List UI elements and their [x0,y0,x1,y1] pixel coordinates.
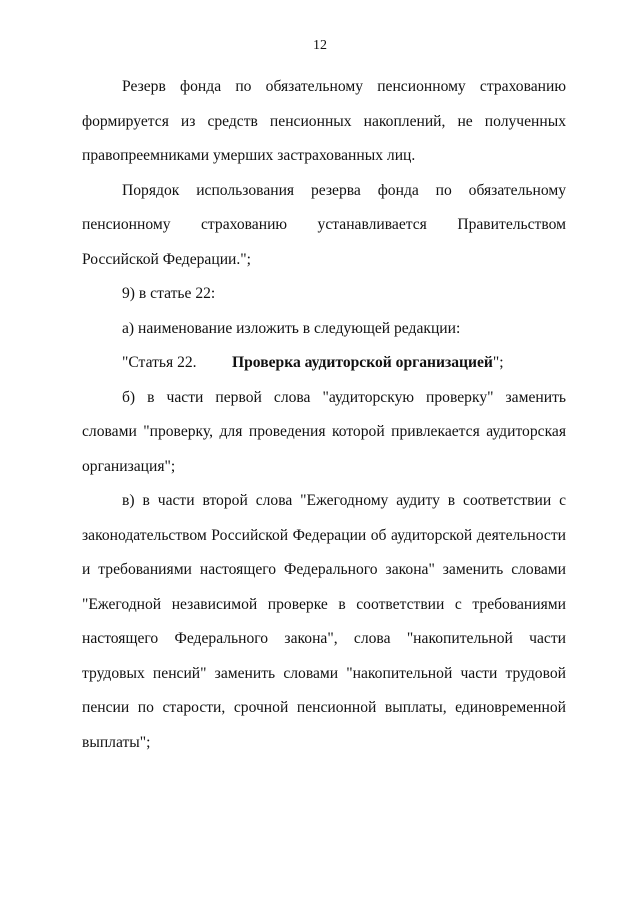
article-label: "Статья 22. [122,354,197,371]
document-body [82,70,566,760]
paragraph-item-a: а) наименование изложить в следующей редакции: [122,319,461,337]
page-number: 12 [313,38,327,53]
paragraph-item-v: в) в части второй слова "Ежегодному аудиту в соответствии с законодательством Российской Федерации об аудиторской деятельности и требованиями настоящего Федерального закона" заменить словами "Ежегодной независимой проверке в соответствии с требованиями настоящего Федерального закона", слова "накопительной части трудовых пенсий" заменить словами "накопительной части трудовой пенсии по старости, срочной пенсионной выплаты, единовременной выплаты"; [82,492,566,751]
article-heading [82,346,566,381]
article-title: Проверка аудиторской организацией [232,354,493,371]
paragraph-item-b: б) в части первой слова "аудиторскую проверку" заменить словами "проверку, для проведения которой привлекается аудиторская организация"; [82,388,566,475]
paragraph-reserve-formation: Резерв фонда по обязательному пенсионному страхованию формируется из средств пенсионных накоплений, не полученных правопреемниками умерших застрахованных лиц. [82,78,566,164]
paragraph-item-9: 9) в статье 22: [122,285,216,302]
article-heading-suffix: "; [492,354,504,371]
paragraph-reserve-usage: Порядок использования резерва фонда по обязательному пенсионному страхованию устанавливается Правительством Российской Федерации."; [82,181,566,268]
